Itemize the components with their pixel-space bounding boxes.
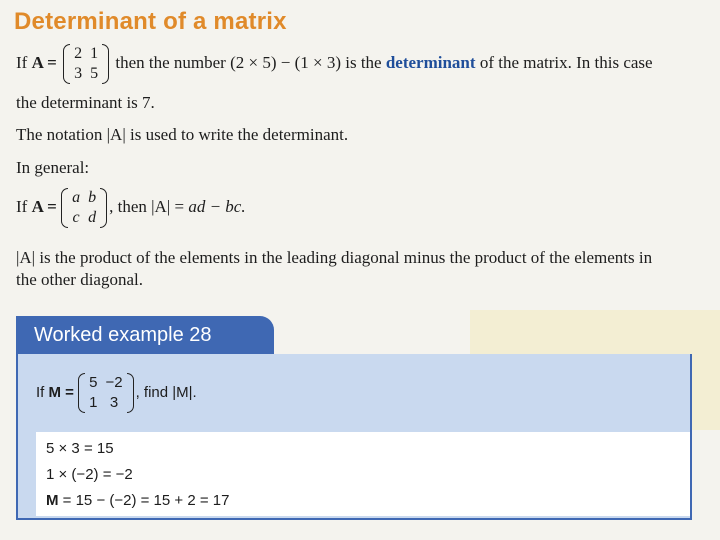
key-term: determinant bbox=[385, 52, 476, 72]
solution-panel bbox=[36, 432, 690, 516]
description-line-2: the other diagonal. bbox=[16, 270, 143, 289]
text-m: M bbox=[46, 492, 59, 509]
matrix-cell: b bbox=[88, 189, 97, 206]
matrix-cell: 3 bbox=[109, 394, 119, 411]
text-if: If bbox=[16, 196, 28, 216]
matrix-cell: a bbox=[72, 189, 81, 206]
matrix-cell: 5 bbox=[89, 374, 98, 391]
matrix-cell: 3 bbox=[74, 65, 83, 82]
notation-text: The notation |A| is used to write the determinant. bbox=[16, 125, 349, 144]
text-then: then the number (2 × 5) − (1 × 3) is the bbox=[115, 52, 382, 72]
matrix-m bbox=[78, 373, 133, 413]
text-rest: of the matrix. In this case bbox=[479, 52, 653, 72]
matrix-cell: c bbox=[72, 209, 80, 226]
page-heading: Determinant of a matrix bbox=[14, 8, 287, 35]
solution-line-3 bbox=[46, 492, 229, 509]
solution-line-2: 1 × (−2) = −2 bbox=[46, 466, 133, 483]
matrix-a bbox=[63, 44, 109, 84]
definition-line bbox=[16, 44, 653, 84]
text-a-equals: A = bbox=[31, 196, 57, 216]
general-formula-line bbox=[16, 188, 246, 228]
text-a-equals: A = bbox=[31, 52, 57, 72]
text-m-equals: M = bbox=[48, 383, 74, 401]
worked-example-title: Worked example 28 bbox=[16, 316, 274, 354]
worked-example-question bbox=[36, 373, 197, 413]
matrix-cell: 2 bbox=[74, 45, 83, 62]
text-if: If bbox=[36, 383, 45, 401]
definition-line-2: the determinant is 7. bbox=[16, 93, 155, 112]
formula: ad − bc. bbox=[188, 196, 246, 216]
solution-line-1: 5 × 3 = 15 bbox=[46, 440, 114, 457]
matrix-general bbox=[61, 188, 107, 228]
in-general-text: In general: bbox=[16, 158, 90, 177]
matrix-cell: −2 bbox=[105, 374, 123, 391]
text-find: , find |M|. bbox=[135, 383, 197, 401]
text-then: , then |A| = bbox=[109, 196, 185, 216]
description-line-1: |A| is the product of the elements in the leading diagonal minus the product of the elements in bbox=[16, 248, 653, 267]
matrix-cell: 1 bbox=[90, 45, 99, 62]
solution-result: = 15 − (−2) = 15 + 2 = 17 bbox=[58, 492, 230, 509]
matrix-cell: 1 bbox=[89, 394, 98, 411]
matrix-cell: d bbox=[88, 209, 97, 226]
matrix-cell: 5 bbox=[90, 65, 99, 82]
text-if: If bbox=[16, 52, 28, 72]
